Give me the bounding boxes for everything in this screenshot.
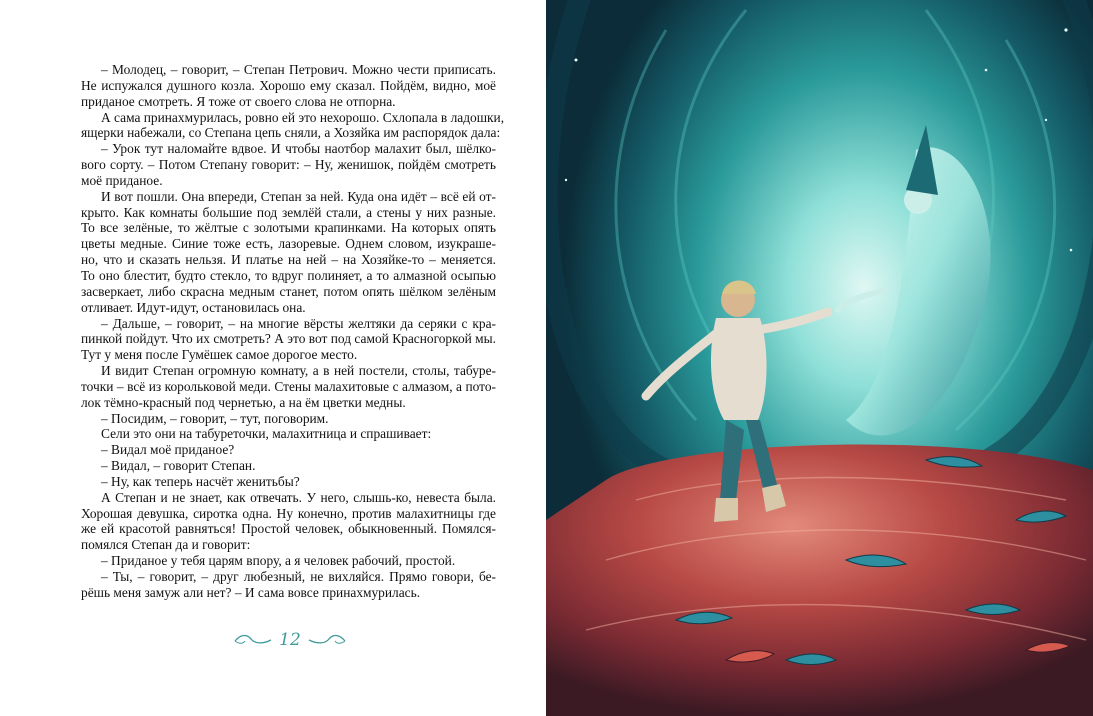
text-line: моё приданое.: [81, 172, 163, 188]
paragraph: [81, 458, 496, 474]
text-line: – Видал моё приданое?: [101, 442, 235, 458]
text-line: вого сорту. – Потом Степану говорит: – Ну, женишок, пойдём смотреть: [81, 157, 496, 173]
text-line: Хорошая девушка, сиротка одна. Ну конечно, против малахитницы где: [81, 505, 496, 521]
paragraph: [81, 62, 496, 110]
text-line: – Урок тут наломайте вдвое. И чтобы наотбор малахит был, шёлко-: [101, 141, 496, 157]
text-line: ящерки набежали, со Степана цепь сняли, а Хозяйка им распорядок дала:: [81, 125, 501, 141]
text-line: Сели это они на табуреточки, малахитница и спрашивает:: [101, 426, 432, 442]
page-number: 12: [279, 630, 301, 650]
story-text: [81, 62, 505, 601]
text-page: [0, 0, 546, 716]
text-line: цветы медные. Синие тоже есть, лазоревые. Однем словом, изукраше-: [81, 236, 496, 252]
text-line: – Приданое у тебя царям впору, а я человек рабочий, простой.: [101, 553, 456, 569]
text-line: но, что и сказать нельзя. И платье на ней – на Хозяйке-то – меняется.: [81, 252, 496, 268]
text-line: отливает. Идут-идут, остановилась она.: [81, 299, 306, 315]
paragraph: [81, 426, 496, 442]
page-folio: [230, 628, 350, 652]
text-line: – Ну, как теперь насчёт женитьбы?: [101, 473, 300, 489]
text-line: засверкает, либо скрасна медным станет, потом опять шёлком зелёным: [81, 283, 496, 299]
paragraph: [81, 569, 496, 601]
text-line: Тут у меня после Гумёшек самое дорогое место.: [81, 347, 358, 363]
text-line: – Посидим, – говорит, – тут, поговорим.: [101, 410, 329, 426]
text-line: же ей красотой равняться! Простой человек, обыкновенный. Помялся-: [81, 521, 496, 537]
text-line: А Степан и не знает, как отвечать. У него, слышь-ко, невеста была.: [101, 489, 496, 505]
text-line: помялся Степан да и говорит:: [81, 537, 251, 553]
paragraph: [81, 442, 496, 458]
text-line: То оно блестит, будто стекло, то вдруг полиняет, а то алмазной осыпью: [81, 267, 496, 283]
text-line: крыто. Как комнаты большие под землёй стали, а стены у них разные.: [81, 204, 496, 220]
paragraph: [81, 490, 496, 553]
text-line: лок тёмно-красный под чернетью, а на ём цветки медны.: [81, 394, 406, 410]
text-line: Не испужался душного козла. Хорошо ему сказал. Пойдём, видно, моё: [81, 77, 496, 93]
text-line: – Дальше, – говорит, – на многие вёрсты желтяки да серяки с кра-: [101, 315, 496, 331]
left-flourish-icon: [233, 632, 273, 648]
text-line: – Ты, – говорит, – друг любезный, не вихляйся. Прямо говори, бе-: [101, 569, 496, 584]
text-line: – Молодец, – говорит, – Степан Петрович. Можно чести приписать.: [101, 62, 496, 77]
text-line: И видит Степан огромную комнату, а в ней постели, столы, табуре-: [101, 363, 496, 379]
text-line: рёшь меня замуж али нет? – И сама вовсе принахмурилась.: [81, 584, 421, 600]
text-line: приданое смотреть. Я тоже от своего слова не отпорна.: [81, 93, 396, 109]
paragraph: [81, 474, 496, 490]
text-line: точки – всё из корольковой меди. Стены малахитовые с алмазом, а пото-: [81, 378, 496, 394]
illustration-malachite-cave: [546, 0, 1093, 716]
text-line: – Видал, – говорит Степан.: [101, 458, 256, 474]
paragraph: [81, 141, 496, 189]
text-line: То все зелёные, то жёлтые с золотыми крапинками. На которых опять: [81, 220, 496, 236]
paragraph: [81, 411, 496, 427]
text-line: А сама принахмурилась, ровно ей это нехорошо. Схлопала в ладошки,: [101, 109, 505, 125]
text-line: пинкой пойдут. Что их смотреть? А это вот под самой Красногоркой мы.: [81, 331, 496, 347]
right-flourish-icon: [307, 632, 347, 648]
paragraph: [81, 109, 505, 142]
illustration-art: [546, 0, 1093, 716]
paragraph: [81, 189, 496, 316]
paragraph: [81, 553, 496, 569]
paragraph: [81, 363, 496, 411]
text-line: И вот пошли. Она впереди, Степан за ней. Куда она идёт – всё ей от-: [101, 188, 496, 204]
paragraph: [81, 316, 496, 364]
